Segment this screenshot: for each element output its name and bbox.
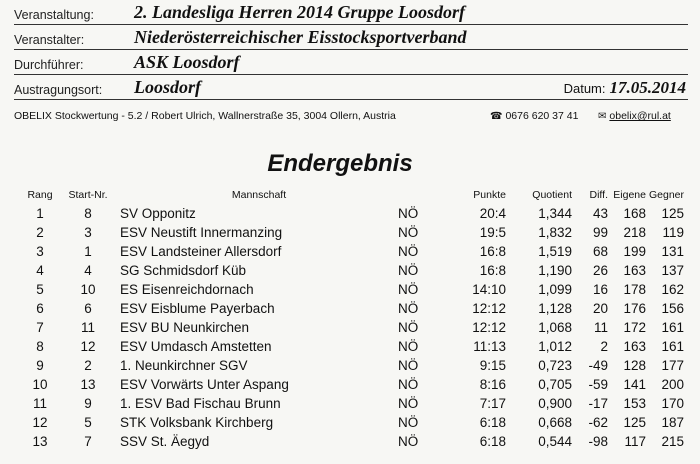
start-nr-cell: 2 [84,358,92,373]
results-body [20,204,684,451]
start-nr-cell: 12 [80,339,96,354]
table-header-row [20,186,684,204]
diff-cell: -62 [588,415,608,430]
eigene-cell: 163 [623,263,646,278]
table-row [20,394,684,413]
team-cell: 1. ESV Bad Fischau Brunn [120,396,281,411]
start-nr-cell: 9 [84,396,92,411]
start-nr-cell: 11 [80,320,95,335]
header-austragungsort [14,77,688,100]
col-start: Start-Nr. [68,189,108,201]
eigene-cell: 178 [623,282,646,297]
diff-cell: -49 [588,358,608,373]
veranstalter-label: Veranstalter: [14,33,85,47]
telephone-icon: ☎ [490,111,503,122]
land-cell: NÖ [398,434,419,449]
rang-cell: 12 [32,415,48,430]
team-cell: ESV Eisblume Payerbach [120,301,275,316]
gegner-cell: 125 [661,206,684,221]
table-row [20,375,684,394]
table-row [20,432,684,451]
diff-cell: 2 [600,339,608,354]
gegner-cell: 119 [662,225,684,240]
land-cell: NÖ [398,339,419,354]
table-row [20,299,684,318]
start-nr-cell: 8 [84,206,92,221]
team-cell: ES Eisenreichdornach [120,282,254,297]
eigene-cell: 128 [623,358,646,373]
quotient-cell: 0,668 [538,415,572,430]
quotient-cell: 1,190 [538,263,572,278]
team-cell: ESV Vorwärts Unter Aspang [120,377,289,392]
durchfuehrer-label: Durchführer: [14,58,84,72]
quotient-cell: 1,128 [538,301,572,316]
rang-cell: 6 [36,301,44,316]
eigene-cell: 153 [623,396,646,411]
land-cell: NÖ [398,396,419,411]
gegner-cell: 187 [661,415,684,430]
col-eigene: Eigene [613,189,646,201]
table-row [20,204,684,223]
eigene-cell: 117 [624,434,646,449]
quotient-cell: 1,519 [538,244,572,259]
punkte-cell: 19:5 [479,225,506,240]
envelope-icon: ✉ [598,111,607,122]
rang-cell: 9 [36,358,44,373]
rang-cell: 4 [36,263,44,278]
austragungsort-value: Loosdorf [134,77,201,97]
header-durchfuehrer [14,52,688,75]
team-cell: ESV Neustift Innermanzing [120,225,283,240]
quotient-cell: 1,068 [538,320,572,335]
eigene-cell: 176 [623,301,646,316]
start-nr-cell: 6 [84,301,92,316]
punkte-cell: 16:8 [479,263,506,278]
start-nr-cell: 13 [80,377,96,392]
gegner-cell: 200 [661,377,684,392]
land-cell: NÖ [398,244,419,259]
quotient-cell: 0,544 [538,434,572,449]
date-label: Datum: [563,81,606,96]
rang-cell: 1 [36,206,44,221]
durchfuehrer-value: ASK Loosdorf [134,52,240,72]
header-veranstalter [14,27,688,50]
land-cell: NÖ [398,415,419,430]
eigene-cell: 168 [623,206,646,221]
eigene-cell: 218 [623,225,646,240]
quotient-cell: 1,012 [538,339,572,354]
gegner-cell: 170 [661,396,684,411]
land-cell: NÖ [398,320,419,335]
veranstaltung-value: 2. Landesliga Herren 2014 Gruppe Loosdorf [134,2,466,22]
diff-cell: 16 [592,282,608,297]
email-address[interactable]: obelix@rul.at [609,110,671,122]
team-cell: SV Opponitz [120,206,196,221]
team-cell: SSV St. Äegyd [120,434,210,449]
rang-cell: 8 [36,339,44,354]
diff-cell: 11 [593,320,608,335]
team-cell: SG Schmidsdorf Küb [120,263,247,278]
punkte-cell: 6:18 [479,415,506,430]
table-row [20,242,684,261]
punkte-cell: 12:12 [472,301,506,316]
team-cell: ESV Landsteiner Allersdorf [120,244,282,259]
rang-cell: 2 [36,225,44,240]
eigene-cell: 163 [623,339,646,354]
rang-cell: 3 [36,244,44,259]
land-cell: NÖ [398,263,419,278]
punkte-cell: 12:12 [472,320,506,335]
start-nr-cell: 5 [84,415,92,430]
col-rang: Rang [27,189,53,201]
col-diff: Diff. [589,189,608,201]
header-veranstaltung [14,2,688,25]
table-row [20,318,684,337]
start-nr-cell: 3 [84,225,92,240]
quotient-cell: 1,099 [538,282,572,297]
table-row [20,261,684,280]
date-value: 17.05.2014 [609,78,686,97]
punkte-cell: 6:18 [479,434,506,449]
punkte-cell: 9:15 [479,358,506,373]
table-row [20,413,684,432]
veranstaltung-label: Veranstaltung: [14,8,94,22]
gegner-cell: 156 [661,301,684,316]
gegner-cell: 177 [661,358,684,373]
punkte-cell: 16:8 [479,244,506,259]
start-nr-cell: 4 [84,263,92,278]
col-punkte: Punkte [473,189,506,201]
eigene-cell: 125 [623,415,646,430]
results-table [20,186,684,451]
punkte-cell: 20:4 [479,206,506,221]
start-nr-cell: 7 [84,434,92,449]
rang-cell: 7 [36,320,44,335]
diff-cell: 68 [592,244,608,259]
gegner-cell: 162 [661,282,684,297]
date [564,78,686,98]
quotient-cell: 0,900 [538,396,572,411]
gegner-cell: 137 [661,263,684,278]
rang-cell: 10 [32,377,48,392]
rang-cell: 5 [36,282,44,297]
rang-cell: 11 [32,396,47,411]
col-team: Mannschaft [231,189,287,201]
table-row [20,356,684,375]
land-cell: NÖ [398,301,419,316]
diff-cell: -59 [588,377,608,392]
punkte-cell: 11:13 [473,339,506,354]
land-cell: NÖ [398,206,419,221]
rang-cell: 13 [32,434,48,449]
diff-cell: 99 [592,225,608,240]
table-row [20,280,684,299]
page-title: Endergebnis [267,150,413,177]
team-cell: ESV BU Neunkirchen [120,320,250,335]
diff-cell: -17 [588,396,608,411]
gegner-cell: 161 [661,320,684,335]
email[interactable] [598,110,671,122]
table-row [20,337,684,356]
software-info: OBELIX Stockwertung - 5.2 / Robert Ulrich, Wallnerstraße 35, 3004 Ollern, Austria [14,110,396,122]
veranstalter-value: Niederösterreichischer Eisstocksportverband [134,27,467,47]
gegner-cell: 215 [661,434,684,449]
eigene-cell: 172 [623,320,646,335]
punkte-cell: 14:10 [472,282,506,297]
start-nr-cell: 10 [80,282,96,297]
table-row [20,223,684,242]
team-cell: STK Volksbank Kirchberg [120,415,274,430]
col-land [398,186,434,204]
team-cell: 1. Neunkirchner SGV [120,358,248,373]
quotient-cell: 1,832 [538,225,572,240]
quotient-cell: 0,705 [538,377,572,392]
land-cell: NÖ [398,282,419,297]
quotient-cell: 1,344 [538,206,572,221]
austragungsort-label: Austragungsort: [14,83,103,97]
diff-cell: 26 [592,263,608,278]
eigene-cell: 141 [623,377,646,392]
phone-number: 0676 620 37 41 [505,110,579,122]
punkte-cell: 8:16 [479,377,506,392]
punkte-cell: 7:17 [479,396,506,411]
eigene-cell: 199 [623,244,646,259]
land-cell: NÖ [398,225,419,240]
land-cell: NÖ [398,377,419,392]
land-cell: NÖ [398,358,419,373]
col-quotient: Quotient [532,189,572,201]
quotient-cell: 0,723 [538,358,572,373]
gegner-cell: 131 [661,244,684,259]
start-nr-cell: 1 [84,244,92,259]
phone [490,110,578,122]
gegner-cell: 161 [661,339,684,354]
diff-cell: -98 [588,434,608,449]
diff-cell: 43 [592,206,608,221]
info-line [14,110,688,122]
diff-cell: 20 [592,301,608,316]
col-gegner: Gegner [648,189,684,201]
team-cell: ESV Umdasch Amstetten [120,339,272,354]
